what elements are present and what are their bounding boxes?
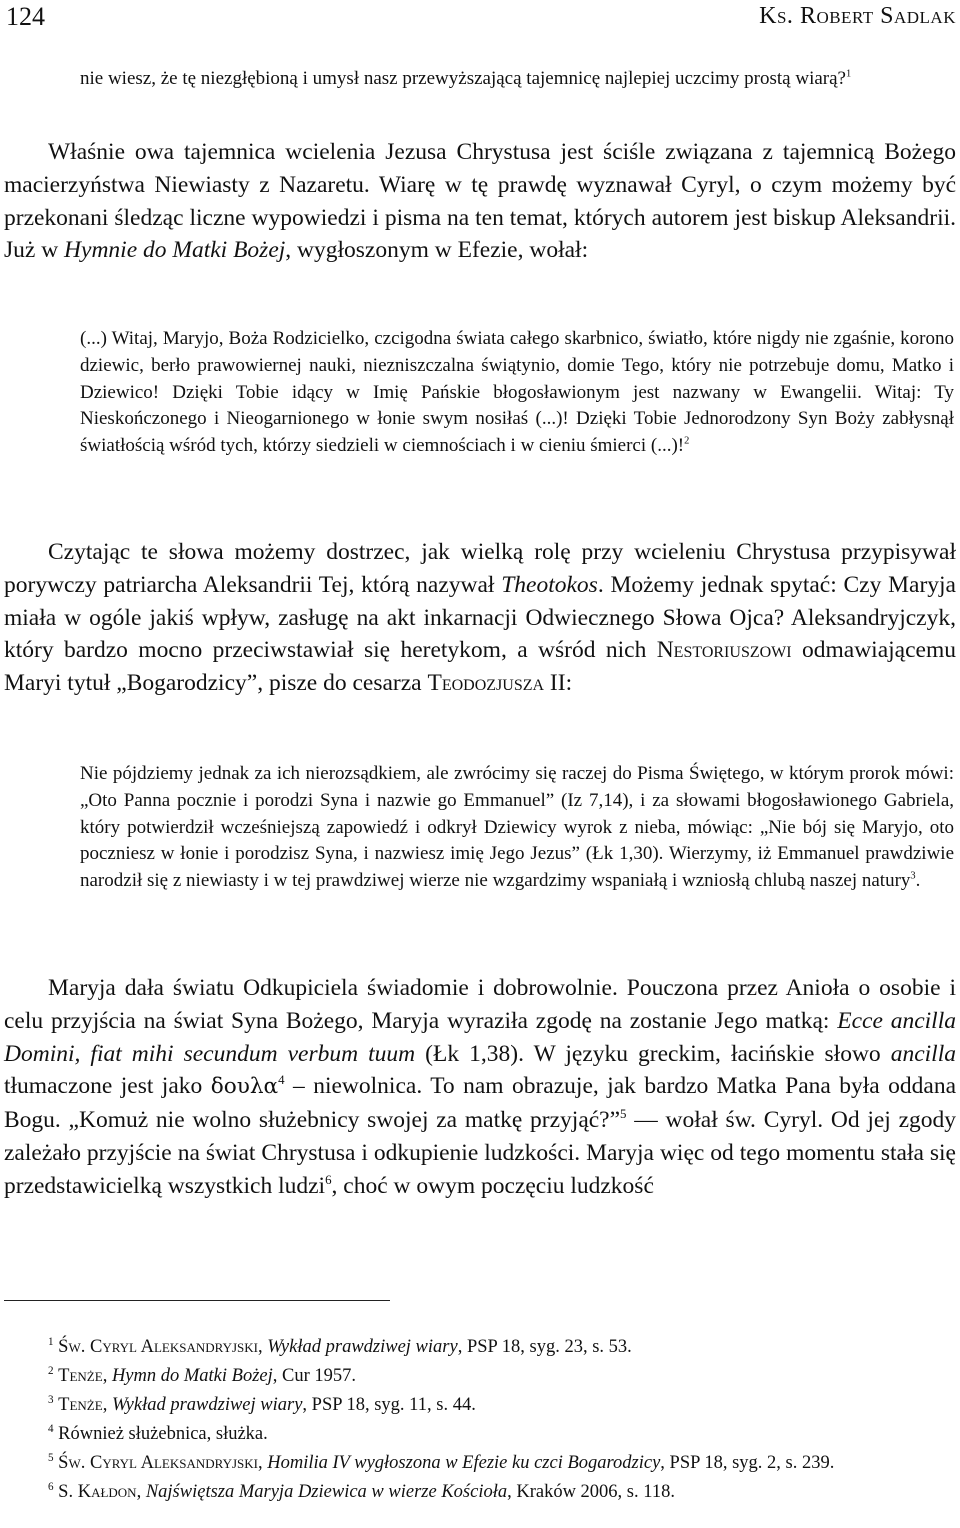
footnote-ref-5: 5 xyxy=(620,1106,627,1122)
footnote-divider xyxy=(4,1300,390,1301)
quote-1 xyxy=(4,66,956,93)
running-head xyxy=(759,3,956,30)
footnote-2: $^2$ Tenże, Hymn do Matki Bożej, Cur 1957. xyxy=(48,1364,356,1386)
quote-1-text xyxy=(4,66,956,93)
footnote-1: $^1$ Św. Cyryl Aleksandryjski, Wykład prawdziwej wiary, PSP 18, syg. 23, s. 53. xyxy=(48,1335,632,1357)
paragraph-2 xyxy=(4,536,956,700)
paragraph-2-text: Czytając te słowa możemy dostrzec, jak wielką rolę przy wcieleniu Chrystusa przypisywał porywczy patriarcha Aleksandrii Tej, którą nazywał Theotokos. Możemy jednak spytać: Czy Maryja miała w ogóle jakiś wpływ, zasługę na akt inkarnacji Odwiecznego Słowa Ojca? Aleksandryjczyk, który bardzo mocno przeciwstawiał się heretykom, a wśród nich Nestoriuszowi odmawiającemu Maryi tytuł „Bogarodzicy”, pisze do cesarza Teodozjusza II: xyxy=(4,539,956,697)
theodosius-name: Teodozjusza II xyxy=(427,670,566,697)
nestorius-name: Nestoriuszowi xyxy=(656,637,792,664)
theotokos: Theotokos xyxy=(501,571,598,598)
footnote-4: $^4$ Również służebnica, służka. xyxy=(48,1422,268,1444)
footnotes xyxy=(4,1333,956,1507)
paragraph-3-text: Maryja dała światu Odkupiciela świadomie i dobrowolnie. Pouczona przez Anioła o osobie i celu przyjścia na świat Syna Bożego, Maryja wyraziła zgodę na zostanie Jego matką: Ecce ancilla Domini, fiat mihi secundum verbum tuum (Łk 1,38). W języku greckim, łacińskie słowo ancilla tłumaczone jest jako δουλα$^4$ – niewolnica. To nam obrazuje, jak bardzo Matka Pana była oddana Bogu. „Komuż nie wolno służebnicy swojej za matkę przyjąć?”$^5$ — wołał św. Cyryl. Od jej zgody zależało przyjście na świat Chrystusa i odkupienie ludzkości. Maryja więc od tego momentu stała się przedstawicielką wszystkich ludzi$^6$, choć w owym poczęciu ludzkość xyxy=(4,975,956,1199)
hymn-title: Hymnie do Matki Bożej xyxy=(64,237,286,264)
footnote-3: $^3$ Tenże, Wykład prawdziwej wiary, PSP 18, syg. 11, s. 44. xyxy=(48,1393,476,1415)
footnote-ref-3: 3 xyxy=(910,870,916,882)
quote-3 xyxy=(4,761,956,895)
quote-2-text: (...) Witaj, Maryjo, Boża Rodzicielko, czcigodna świata całego skarbnico, światło, które nigdy nie zgaśnie, korono dziewic, berło prawowiernej nauki, niezniszczalna świątynio, domie Tego, który nie potrzebuje domu, Matko i Dziewico! Dzięki Tobie idący w Imię Pańskie błogosławionym jest nazwany w Ewangelii. Witaj: Ty Nieskończonego i Nieogarnionego w łonie swym nosiłaś (...)! Dzięki Tobie Jednorodzony Syn Boży zabłysnął światłością wśród tych, którzy siedzieli w ciemnościach i w cieniu śmierci (...)!$^2$ xyxy=(80,328,954,457)
author-name: Robert Sadlak xyxy=(799,3,956,29)
quote-3-text: Nie pójdziemy jednak za ich nierozsądkiem, ale zwrócimy się raczej do Pisma Świętego, w którym prorok mówi: „Oto Panna pocznie i porodzi Syna i nazwie go Emmanuel” (Iz 7,14), i za słowami błogosławionego Gabriela, który potwierdził wcześniejszą zapowiedź i odkrył Dziewicy wyrok z nieba, mówiąc: „Nie bój się Maryjo, oto poczniesz w łonie i porodzisz Syna, i nazwiesz imię Jego Jezus” (Łk 1,30). Wierzymy, iż Emmanuel prawdziwie narodził się z niewiasty i w tej prawdziwej wierze nie wzgardzimy wspaniałą i wzniosłą chlubą naszej natury$^3$. xyxy=(80,763,954,892)
paragraph-1-text: Właśnie owa tajemnica wcielenia Jezusa Chrystusa jest ściśle związana z tajemnicą Bożego macierzyństwa Niewiasty z Nazaretu. Wiarę w tę prawdę wyznawał Cyryl, o czym możemy być przekonani śledząc liczne wypowiedzi i pisma na ten temat, których autorem jest biskup Aleksandrii. Już w Hymnie do Matki Bożej, wygłoszonym w Efezie, wołał: xyxy=(4,139,956,264)
footnote-ref-1: 1 xyxy=(845,68,852,80)
footnote-ref-4: 4 xyxy=(278,1072,285,1088)
latin-quote: Ecce ancilla Domini, fiat mihi secundum verbum tuum xyxy=(4,1007,956,1067)
footnote-ref-2: 2 xyxy=(684,435,690,447)
paragraph-3 xyxy=(4,972,956,1203)
greek-word: δουλα xyxy=(210,1074,279,1100)
paragraph-1 xyxy=(4,136,956,267)
footnote-ref-6: 6 xyxy=(325,1171,332,1187)
ancilla-word: ancilla xyxy=(890,1040,956,1067)
footnote-6: $^6$ S. Kałdon, Najświętsza Maryja Dziewica w wierze Kościoła, Kraków 2006, s. 118. xyxy=(48,1480,675,1502)
footnote-5: $^5$ Św. Cyryl Aleksandryjski, Homilia IV wygłoszona w Efezie ku czci Bogarodzicy, PSP 18, syg. 2, s. 239. xyxy=(48,1451,835,1473)
quote-2 xyxy=(4,326,956,460)
page-header xyxy=(0,0,960,36)
page-number: 124 xyxy=(6,2,45,31)
author-prefix: Ks. xyxy=(759,3,794,29)
quote-1-line: nie wiesz, że tę niezgłębioną i umysł nasz przewyższającą tajemnicę najlepiej uczcimy prostą wiarą? xyxy=(80,68,846,89)
